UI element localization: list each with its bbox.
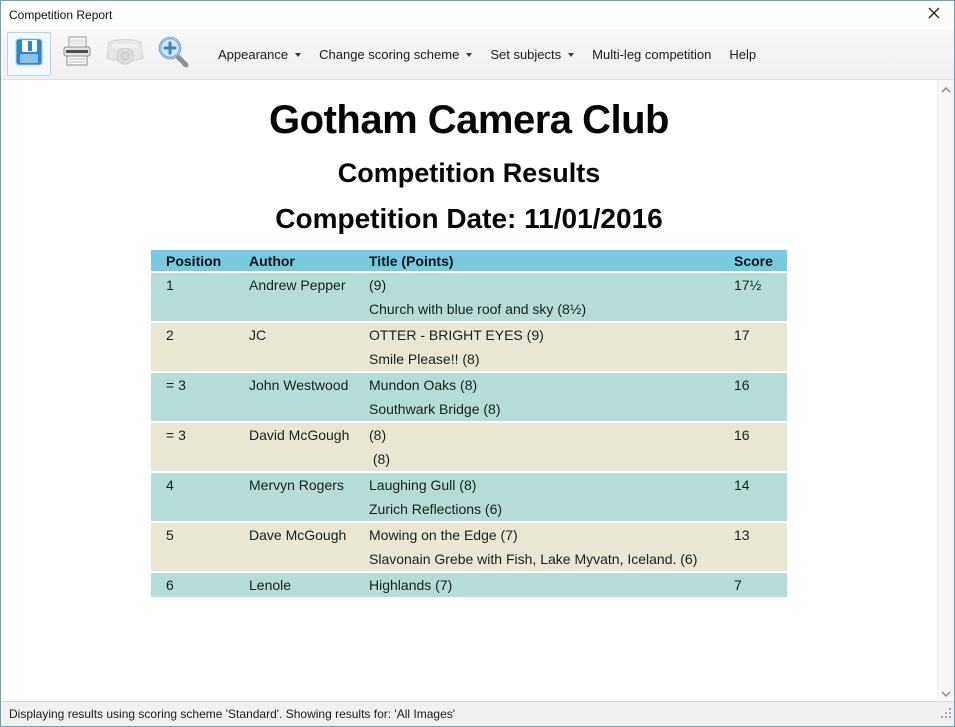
save-icon [13,36,45,73]
cell-score [719,272,787,322]
zoom-icon [156,35,190,74]
cell-line: Southwark Bridge (8) [369,401,501,418]
column-header-author: Author [234,250,354,272]
cell-line: Mervyn Rogers [249,477,344,494]
scroll-down-button[interactable] [938,684,955,701]
menu-label: Appearance [218,46,289,62]
table-row [151,572,787,597]
menu-label: Multi-leg competition [592,46,712,62]
projector-button [103,32,147,76]
cell-line: 4 [166,477,174,494]
cell-line: JC [249,327,267,344]
cell-line: OTTER - BRIGHT EYES (9) [369,327,544,344]
cell-line: Highlands (7) [369,577,453,594]
cell-line: Lenole [249,577,292,594]
chevron-down-icon [295,53,301,57]
print-icon [60,35,94,74]
chevron-up-icon [941,80,951,98]
cell-line: John Westwood [249,377,349,394]
chevron-down-icon [568,53,574,57]
cell-line: Zurich Reflections (6) [369,501,503,518]
cell-line: 1 [166,277,174,294]
close-icon [928,6,940,24]
cell-score [719,522,787,572]
table-header-row [151,250,787,272]
cell-line: David McGough [249,427,350,444]
cell-line: (8) [369,427,387,444]
cell-position [151,572,234,597]
title-bar [1,1,954,29]
resize-grip-icon[interactable] [939,706,952,724]
menu-help[interactable] [720,41,765,68]
cell-line: 17½ [734,277,762,294]
results-table-body [151,272,787,597]
results-subheading: Competition Results [337,158,601,188]
cell-position [151,322,234,372]
chevron-down-icon [941,684,951,702]
cell-line: Mundon Oaks (8) [369,377,478,394]
toolbar [1,29,954,80]
cell-author [234,272,354,322]
menu-set-subjects[interactable] [481,41,583,68]
cell-line: 6 [166,577,174,594]
results-table [151,250,787,597]
cell-position [151,472,234,522]
table-row [151,372,787,422]
menu-label: Set subjects [490,46,562,62]
menu-bar [209,41,765,68]
cell-title-points [354,372,719,422]
cell-position [151,272,234,322]
cell-title-points [354,572,719,597]
scroll-up-button[interactable] [938,80,955,97]
cell-author [234,422,354,472]
cell-title-points [354,422,719,472]
cell-line: Mowing on the Edge (7) [369,527,518,544]
report-content [1,80,954,701]
cell-title-points [354,272,719,322]
menu-appearance[interactable] [209,41,310,68]
cell-title-points [354,472,719,522]
cell-line: 7 [734,577,742,594]
vertical-scrollbar[interactable] [937,80,954,701]
cell-line: = 3 [166,377,186,394]
column-header-title-points: Title (Points) [354,250,719,272]
cell-line: 16 [734,427,750,444]
cell-line: Andrew Pepper [249,277,346,294]
cell-line: Laughing Gull (8) [369,477,477,494]
cell-line: 5 [166,527,174,544]
cell-score [719,372,787,422]
menu-multi-leg-competition[interactable] [583,41,720,68]
cell-author [234,472,354,522]
cell-line: = 3 [166,427,186,444]
cell-line: (9) [369,277,387,294]
cell-score [719,422,787,472]
cell-score [719,472,787,522]
table-row [151,422,787,472]
column-header-score: Score [719,250,787,272]
cell-position [151,372,234,422]
cell-line: 13 [734,527,750,544]
cell-author [234,372,354,422]
status-bar [1,701,954,726]
competition-date-heading: Competition Date: 11/01/2016 [275,203,663,235]
zoom-button[interactable] [151,32,195,76]
print-button[interactable] [55,32,99,76]
cell-line: 16 [734,377,750,394]
cell-title-points [354,322,719,372]
cell-line: Smile Please!! (8) [369,351,480,368]
close-button[interactable] [914,1,954,29]
cell-title-points [354,522,719,572]
cell-score [719,572,787,597]
cell-line: Dave McGough [249,527,347,544]
cell-score [719,322,787,372]
cell-line: 14 [734,477,750,494]
window-title: Competition Report [9,8,113,22]
menu-label: Change scoring scheme [319,46,460,62]
report-area [1,80,937,701]
club-name-heading: Gotham Camera Club [269,98,669,142]
menu-label: Help [729,46,757,62]
cell-author [234,572,354,597]
cell-line: 2 [166,327,174,344]
table-row [151,522,787,572]
chevron-down-icon [466,53,472,57]
cell-line: Slavonain Grebe with Fish, Lake Myvatn, Iceland. (6) [369,551,698,568]
table-row [151,322,787,372]
cell-position [151,522,234,572]
save-button[interactable] [7,32,51,76]
table-row [151,472,787,522]
cell-position [151,422,234,472]
status-text: Displaying results using scoring scheme 'Standard'. Showing results for: 'All Images' [9,707,456,721]
cell-line: Church with blue roof and sky (8½) [369,301,587,318]
menu-change-scoring-scheme[interactable] [310,41,481,68]
cell-line: 17 [734,327,750,344]
cell-line: (8) [369,451,391,468]
table-row [151,272,787,322]
cell-author [234,322,354,372]
column-header-position: Position [151,250,234,272]
cell-author [234,522,354,572]
projector-icon [104,36,146,73]
